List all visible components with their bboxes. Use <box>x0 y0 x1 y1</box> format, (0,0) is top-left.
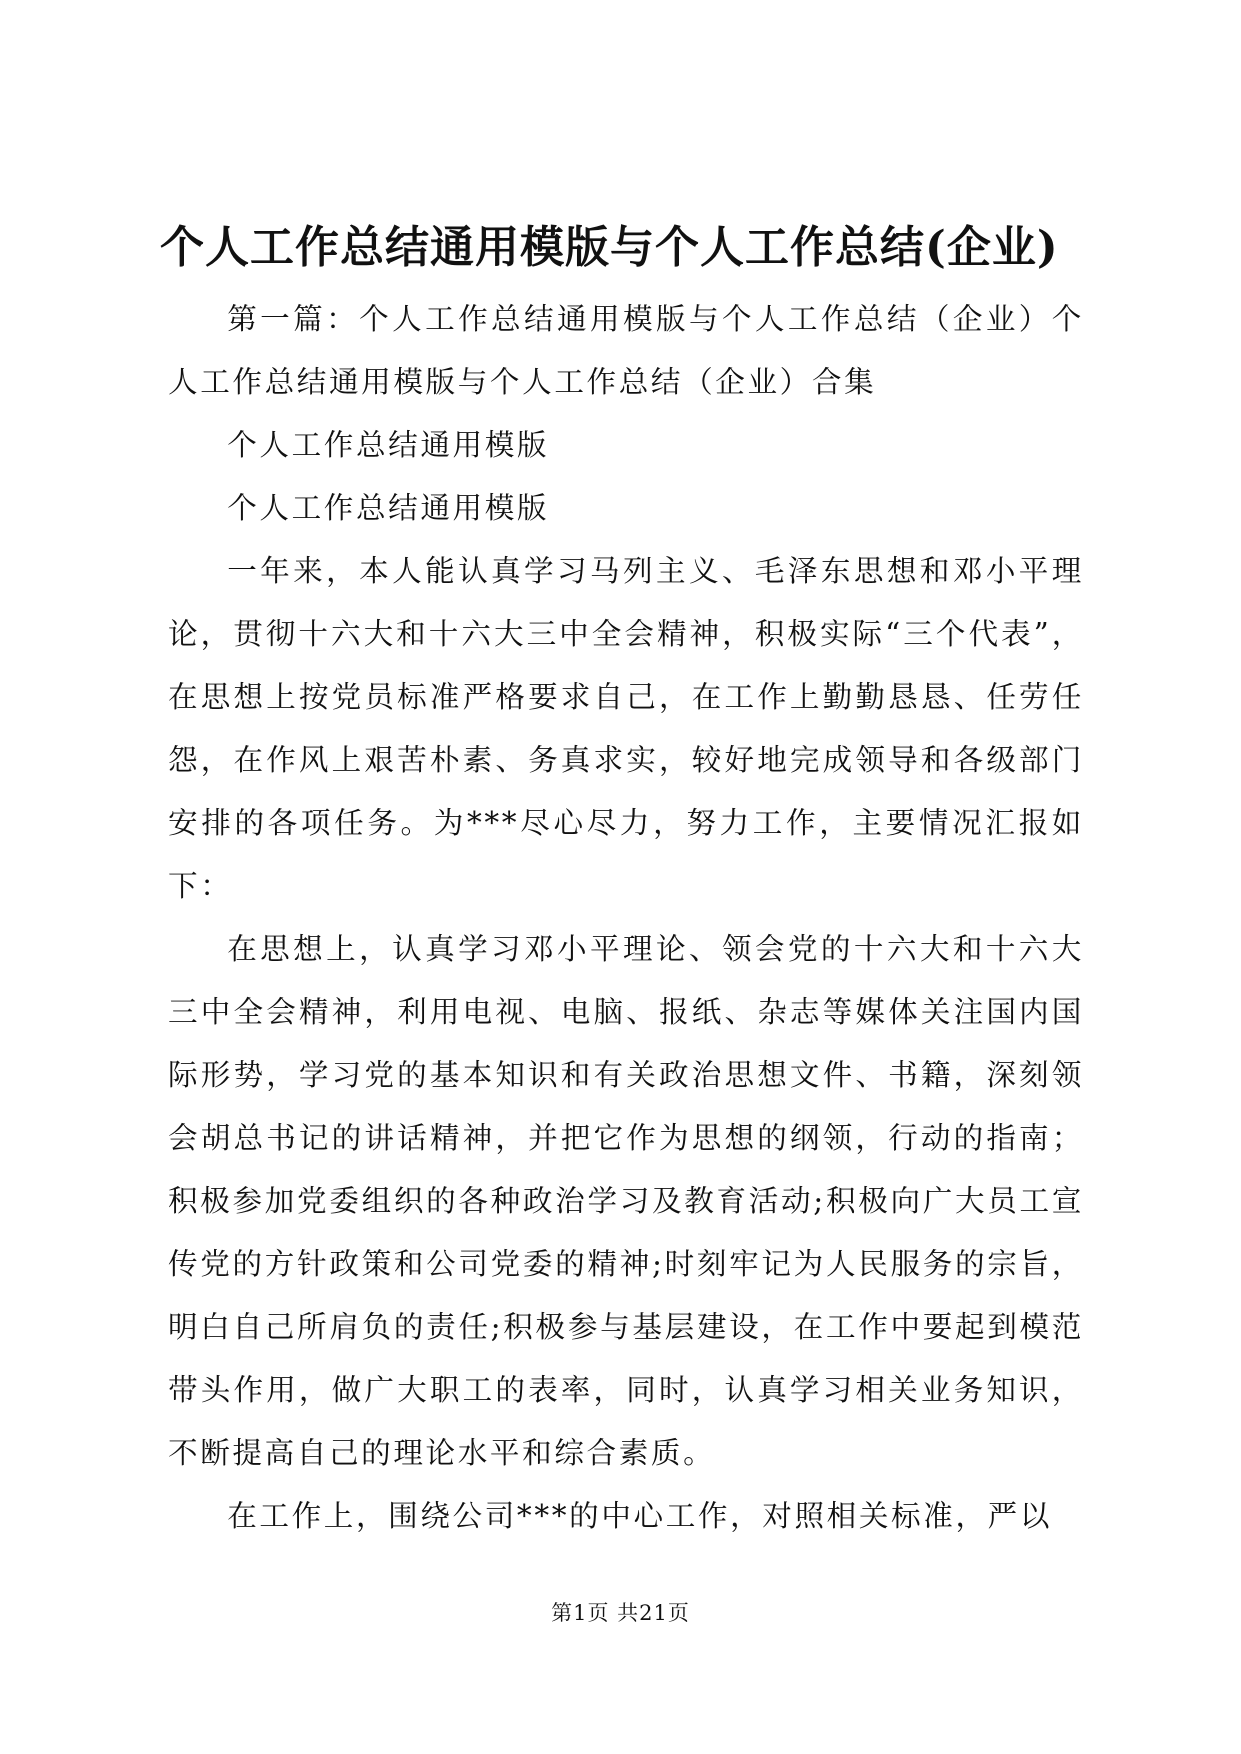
paragraph-heading-2: 个人工作总结通用模版 <box>227 491 550 525</box>
paragraph-intro: 第一篇：个人工作总结通用模版与个人工作总结（企业）个人工作总结通用模版与个人工作总结（企业）合集 <box>168 302 1084 399</box>
paragraph-heading-1: 个人工作总结通用模版 <box>227 428 550 462</box>
paragraph-overview: 一年来，本人能认真学习马列主义、毛泽东思想和邓小平理论，贯彻十六大和十六大三中全会精神，积极实际“三个代表”，在思想上按党员标准严格要求自己，在工作上勤勤恳恳、任劳任怨，在作风上艰苦朴素、务真求实，较好地完成领导和各级部门安排的各项任务。为***尽心尽力，努力工作，主要情况汇报如下： <box>168 554 1084 903</box>
page-footer: 第1页 共21页 <box>551 1601 690 1625</box>
paragraph-work: 在工作上，围绕公司***的中心工作，对照相关标准，严以 <box>227 1499 1053 1533</box>
document-title: 个人工作总结通用模版与个人工作总结(企业) <box>160 222 1059 273</box>
paragraph-ideology: 在思想上，认真学习邓小平理论、领会党的十六大和十六大三中全会精神，利用电视、电脑、报纸、杂志等媒体关注国内国际形势，学习党的基本知识和有关政治思想文件、书籍，深刻领会胡总书记的讲话精神，并把它作为思想的纲领，行动的指南；积极参加党委组织的各种政治学习及教育活动;积极向广大员工宣传党的方针政策和公司党委的精神;时刻牢记为人民服务的宗旨，明白自己所肩负的责任;积极参与基层建设，在工作中要起到模范带头作用，做广大职工的表率，同时，认真学习相关业务知识，不断提高自己的理论水平和综合素质。 <box>168 932 1084 1470</box>
document-body <box>168 288 1084 1548</box>
